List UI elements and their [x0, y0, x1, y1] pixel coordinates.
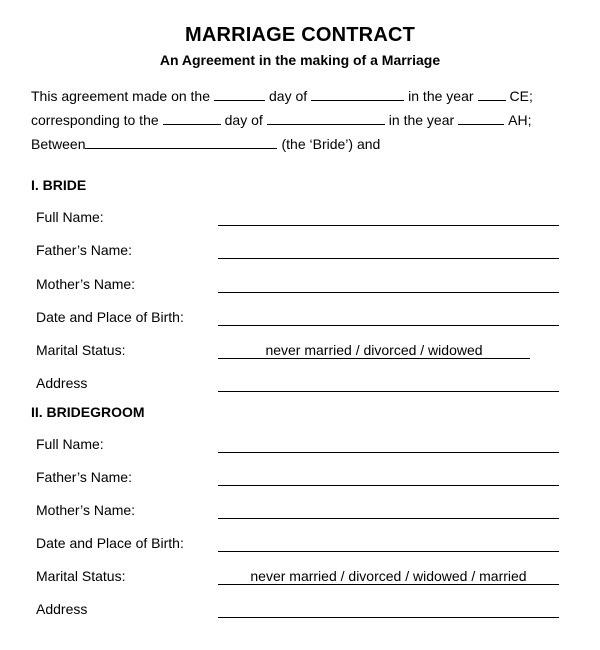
- bride-address-label: Address: [36, 375, 88, 391]
- year-blank-ce[interactable]: [478, 88, 506, 101]
- bride-father-name-label: Father’s Name:: [36, 242, 132, 258]
- preamble-text: corresponding to the: [31, 112, 159, 128]
- day-blank-ce[interactable]: [214, 88, 265, 101]
- bride-mother-name-label: Mother’s Name:: [36, 276, 136, 292]
- bridegroom-full-name-label: Full Name:: [36, 436, 104, 452]
- bridegroom-birth-field[interactable]: [218, 535, 559, 552]
- preamble-text: in the year: [408, 88, 474, 104]
- preamble-text: This agreement made on the: [31, 88, 210, 104]
- bride-father-name-field[interactable]: [218, 242, 559, 259]
- between-blank[interactable]: [85, 136, 277, 149]
- bridegroom-address-field[interactable]: [218, 601, 559, 618]
- day-blank-ah[interactable]: [163, 112, 221, 125]
- bridegroom-birth-label: Date and Place of Birth:: [36, 535, 184, 551]
- bridegroom-marital-status-field[interactable]: never married / divorced / widowed / married: [218, 568, 559, 585]
- bridegroom-address-label: Address: [36, 601, 88, 617]
- preamble-text: Between: [31, 136, 86, 152]
- document-title: MARRIAGE CONTRACT: [184, 24, 416, 46]
- preamble-line-2: [31, 112, 532, 128]
- bride-marital-status-field[interactable]: never married / divorced / widowed: [218, 342, 530, 359]
- preamble-text: CE;: [509, 88, 533, 104]
- preamble-text: AH;: [508, 112, 532, 128]
- bride-full-name-field[interactable]: [218, 209, 559, 226]
- bridegroom-father-name-label: Father’s Name:: [36, 469, 132, 485]
- bridegroom-full-name-field[interactable]: [218, 436, 559, 453]
- bride-full-name-label: Full Name:: [36, 209, 104, 225]
- preamble-line-3: [31, 136, 380, 152]
- document-subtitle: An Agreement in the making of a Marriage: [159, 52, 441, 68]
- bridegroom-marital-status-label: Marital Status:: [36, 568, 126, 584]
- preamble-text: day of: [224, 112, 263, 128]
- preamble-text: (the ‘Bride’) and: [281, 136, 381, 152]
- bride-heading: I. BRIDE: [31, 177, 87, 193]
- preamble-text: day of: [269, 88, 308, 104]
- year-blank-ah[interactable]: [458, 112, 504, 125]
- bride-birth-field[interactable]: [218, 309, 559, 326]
- month-blank-ce[interactable]: [311, 88, 404, 101]
- bridegroom-mother-name-field[interactable]: [218, 502, 559, 519]
- bridegroom-father-name-field[interactable]: [218, 469, 559, 486]
- bridegroom-mother-name-label: Mother’s Name:: [36, 502, 136, 518]
- bride-marital-status-label: Marital Status:: [36, 342, 126, 358]
- bride-mother-name-field[interactable]: [218, 276, 559, 293]
- bridegroom-heading: II. BRIDEGROOM: [31, 404, 145, 420]
- month-blank-ah[interactable]: [267, 112, 385, 125]
- preamble-text: in the year: [388, 112, 455, 128]
- bride-address-field[interactable]: [218, 375, 559, 392]
- preamble-line-1: [31, 88, 533, 104]
- bride-birth-label: Date and Place of Birth:: [36, 309, 184, 325]
